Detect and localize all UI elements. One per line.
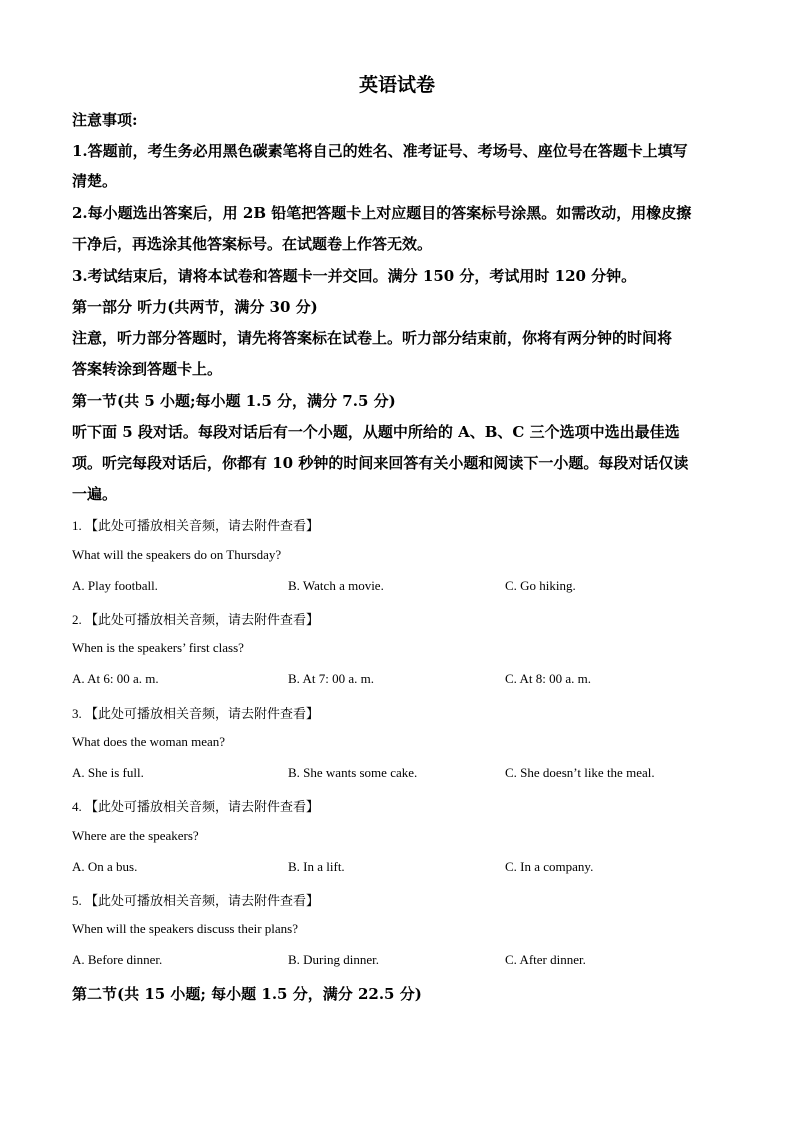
question-4-option-a: A. On a bus. (72, 859, 138, 874)
note-item-2-line-1: 2.每小题选出答案后，用 2B 铅笔把答题卡上对应题目的答案标号涂黑。如需改动，用橡皮擦 (72, 204, 692, 222)
question-3-option-a: A. She is full. (72, 765, 144, 780)
note-item-1-line-1: 1.答题前，考生务必用黑色碳素笔将自己的姓名、准考证号、考场号、座位号在答题卡上填写 (72, 142, 688, 160)
section1-instruction-line-1: 听下面 5 段对话。每段对话后有一个小题，从题中所给的 A、B、C 三个选项中选出最佳选 (72, 423, 680, 441)
question-5-option-b: B. During dinner. (288, 952, 379, 967)
section1-heading: 第一节(共 5 小题;每小题 1.5 分，满分 7.5 分) (72, 392, 396, 410)
notes-heading: 注意事项: (72, 111, 138, 129)
question-2-option-b: B. At 7: 00 a. m. (288, 671, 374, 686)
question-2-audio-placeholder: 2. 【此处可播放相关音频，请去附件查看】 (72, 612, 320, 627)
part1-note-line-1: 注意，听力部分答题时，请先将答案标在试卷上。听力部分结束前，你将有两分钟的时间将 (72, 329, 673, 347)
question-3-prompt: What does the woman mean? (72, 734, 226, 749)
question-2-option-c: C. At 8: 00 a. m. (505, 671, 591, 686)
section1-instruction-line-2: 项。听完每段对话后，你都有 10 秒钟的时间来回答有关小题和阅读下一小题。每段对话仅读 (72, 454, 689, 472)
question-2-option-a: A. At 6: 00 a. m. (72, 671, 159, 686)
note-item-2-line-2: 干净后，再选涂其他答案标号。在试题卷上作答无效。 (72, 235, 433, 253)
question-1-audio-placeholder: 1. 【此处可播放相关音频，请去附件查看】 (72, 518, 320, 533)
question-1-option-a: A. Play football. (72, 578, 158, 593)
question-4-option-b: B. In a lift. (288, 859, 345, 874)
question-5-option-c: C. After dinner. (505, 952, 586, 967)
question-5-option-a: A. Before dinner. (72, 952, 163, 967)
part1-note-line-2: 答案转涂到答题卡上。 (72, 360, 223, 378)
question-5-audio-placeholder: 5. 【此处可播放相关音频，请去附件查看】 (72, 893, 320, 908)
question-4-prompt: Where are the speakers? (72, 828, 199, 843)
note-item-1-line-2: 清楚。 (72, 172, 118, 190)
page-title: 英语试卷 (358, 74, 435, 96)
question-5-prompt: When will the speakers discuss their plans? (72, 921, 298, 936)
question-1-prompt: What will the speakers do on Thursday? (72, 547, 282, 562)
question-3-audio-placeholder: 3. 【此处可播放相关音频，请去附件查看】 (72, 706, 320, 721)
question-1-option-c: C. Go hiking. (505, 578, 576, 593)
part1-heading: 第一部分 听力(共两节，满分 30 分) (72, 298, 318, 316)
question-1-option-b: B. Watch a movie. (288, 578, 384, 593)
section1-instruction-line-3: 一遍。 (72, 485, 118, 503)
section2-heading: 第二节(共 15 小题; 每小题 1.5 分，满分 22.5 分) (72, 985, 422, 1003)
question-4-audio-placeholder: 4. 【此处可播放相关音频，请去附件查看】 (72, 799, 320, 814)
question-4-option-c: C. In a company. (505, 859, 594, 874)
note-item-3: 3.考试结束后，请将本试卷和答题卡一并交回。满分 150 分，考试用时 120 分钟。 (72, 267, 637, 285)
question-2-prompt: When is the speakers’ first class? (72, 640, 244, 655)
question-3-option-b: B. She wants some cake. (288, 765, 418, 780)
question-3-option-c: C. She doesn’t like the meal. (505, 765, 655, 780)
